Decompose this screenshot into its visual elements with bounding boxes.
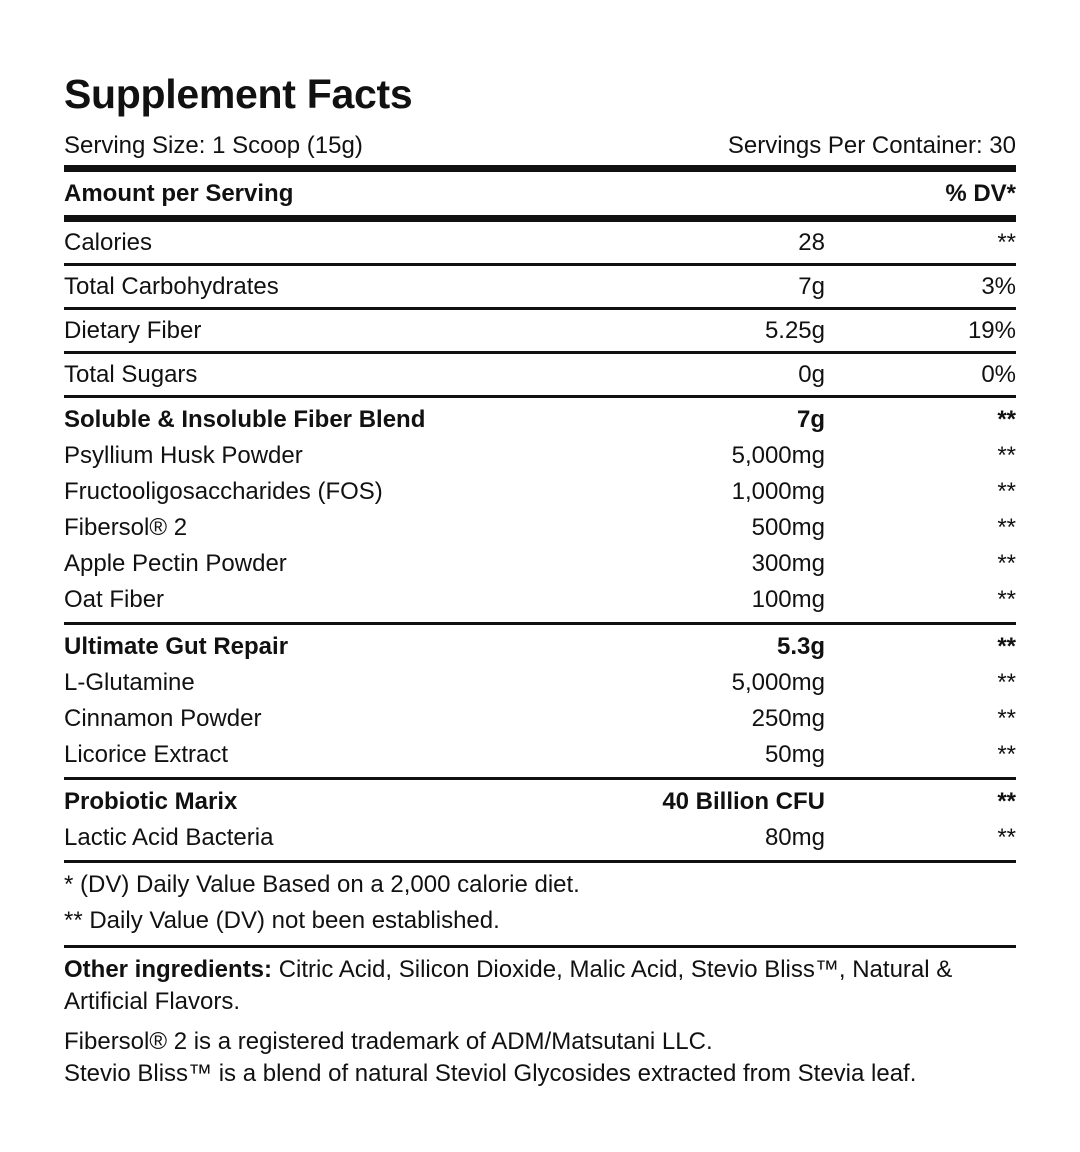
other-ingredients-text: Citric Acid, Silicon Dioxide, Malic Acid, Stevio Bliss™, Natural & Artificial Flavors.	[64, 956, 953, 1015]
ingredient-amount: 1,000mg	[731, 478, 825, 505]
ingredient-row	[64, 438, 1016, 474]
nutrient-amount: 7g	[798, 272, 825, 300]
nutrient-amount: 0g	[798, 360, 825, 388]
ingredient-name: Fibersol® 2	[64, 514, 188, 541]
ingredient-dv: **	[997, 478, 1016, 505]
blend-dv: **	[997, 406, 1016, 433]
ingredient-name: Lactic Acid Bacteria	[64, 824, 274, 851]
ingredient-name: Fructooligosaccharides (FOS)	[64, 478, 383, 505]
ingredient-name: Cinnamon Powder	[64, 705, 262, 732]
ingredient-row	[64, 820, 1016, 856]
nutrient-name: Total Carbohydrates	[64, 272, 279, 300]
blend-amount: 40 Billion CFU	[662, 788, 825, 815]
ingredient-dv: **	[997, 550, 1016, 577]
ingredient-name: L-Glutamine	[64, 669, 195, 696]
servings-per-container: Servings Per Container: 30	[727, 132, 1016, 159]
ingredient-row	[64, 546, 1016, 582]
blend-name: Ultimate Gut Repair	[64, 633, 289, 660]
ingredient-amount: 500mg	[751, 514, 825, 541]
nutrient-row-total-sugars	[64, 354, 1016, 395]
ingredient-dv: **	[997, 669, 1016, 696]
other-ingredients	[64, 948, 1016, 1018]
ingredient-amount: 50mg	[764, 741, 825, 768]
ingredient-name: Psyllium Husk Powder	[64, 442, 303, 469]
panel-title: Supplement Facts	[64, 71, 413, 117]
dv-heading: % DV*	[945, 180, 1016, 207]
ingredient-row	[64, 510, 1016, 546]
ingredient-amount: 100mg	[751, 586, 825, 613]
nutrient-amount: 5.25g	[764, 316, 825, 344]
nutrient-name: Calories	[64, 228, 153, 256]
blend-row-gut-repair	[64, 629, 1016, 665]
other-ingredients-label: Other ingredients:	[64, 956, 273, 983]
amount-per-serving-heading: Amount per Serving	[64, 180, 294, 207]
trademark-notes	[64, 1026, 1016, 1090]
ingredient-row	[64, 474, 1016, 510]
ingredient-dv: **	[997, 586, 1016, 613]
trademark-stevio: Stevio Bliss™ is a blend of natural Steviol Glycosides extracted from Stevia leaf.	[64, 1060, 917, 1087]
ingredient-row	[64, 701, 1016, 737]
trademark-fibersol: Fibersol® 2 is a registered trademark of ADM/Matsutani LLC.	[64, 1028, 713, 1055]
ingredient-dv: **	[997, 705, 1016, 732]
nutrient-dv: 0%	[981, 360, 1016, 388]
nutrient-dv: 3%	[981, 272, 1016, 300]
ingredient-row	[64, 582, 1016, 618]
thick-divider	[64, 165, 1016, 172]
footnote-daily-value: * (DV) Daily Value Based on a 2,000 calorie diet.	[64, 871, 580, 898]
blend-amount: 5.3g	[776, 633, 825, 660]
nutrient-name: Dietary Fiber	[64, 316, 202, 344]
nutrient-dv: 19%	[967, 316, 1016, 344]
ingredient-amount: 300mg	[751, 550, 825, 577]
blend-row-probiotic	[64, 784, 1016, 820]
nutrient-row-calories	[64, 222, 1016, 263]
blend-name: Soluble & Insoluble Fiber Blend	[64, 406, 426, 433]
ingredient-dv: **	[997, 824, 1016, 851]
nutrient-row-total-carbohydrates	[64, 266, 1016, 307]
nutrient-dv: **	[997, 228, 1016, 256]
ingredient-name: Oat Fiber	[64, 586, 165, 613]
serving-size: Serving Size: 1 Scoop (15g)	[64, 132, 363, 159]
ingredient-row	[64, 737, 1016, 773]
blend-row-fiber-blend	[64, 402, 1016, 438]
blend-dv: **	[997, 633, 1016, 660]
serving-info	[64, 130, 1016, 165]
ingredient-name: Apple Pectin Powder	[64, 550, 287, 577]
ingredient-amount: 5,000mg	[731, 442, 825, 469]
ingredient-dv: **	[997, 741, 1016, 768]
table-header	[64, 172, 1016, 215]
nutrient-row-dietary-fiber	[64, 310, 1016, 351]
footnote-not-established: ** Daily Value (DV) not been established.	[64, 907, 500, 934]
blend-name: Probiotic Marix	[64, 788, 238, 815]
ingredient-dv: **	[997, 442, 1016, 469]
ingredient-amount: 80mg	[764, 824, 825, 851]
supplement-facts-panel	[64, 68, 1016, 1090]
blend-amount: 7g	[796, 406, 825, 433]
thick-divider	[64, 215, 1016, 222]
nutrient-amount: 28	[798, 228, 825, 256]
ingredient-row	[64, 665, 1016, 701]
ingredient-amount: 5,000mg	[731, 669, 825, 696]
ingredient-amount: 250mg	[751, 705, 825, 732]
ingredient-name: Licorice Extract	[64, 741, 229, 768]
ingredient-dv: **	[997, 514, 1016, 541]
nutrient-name: Total Sugars	[64, 360, 198, 388]
blend-dv: **	[997, 788, 1016, 815]
